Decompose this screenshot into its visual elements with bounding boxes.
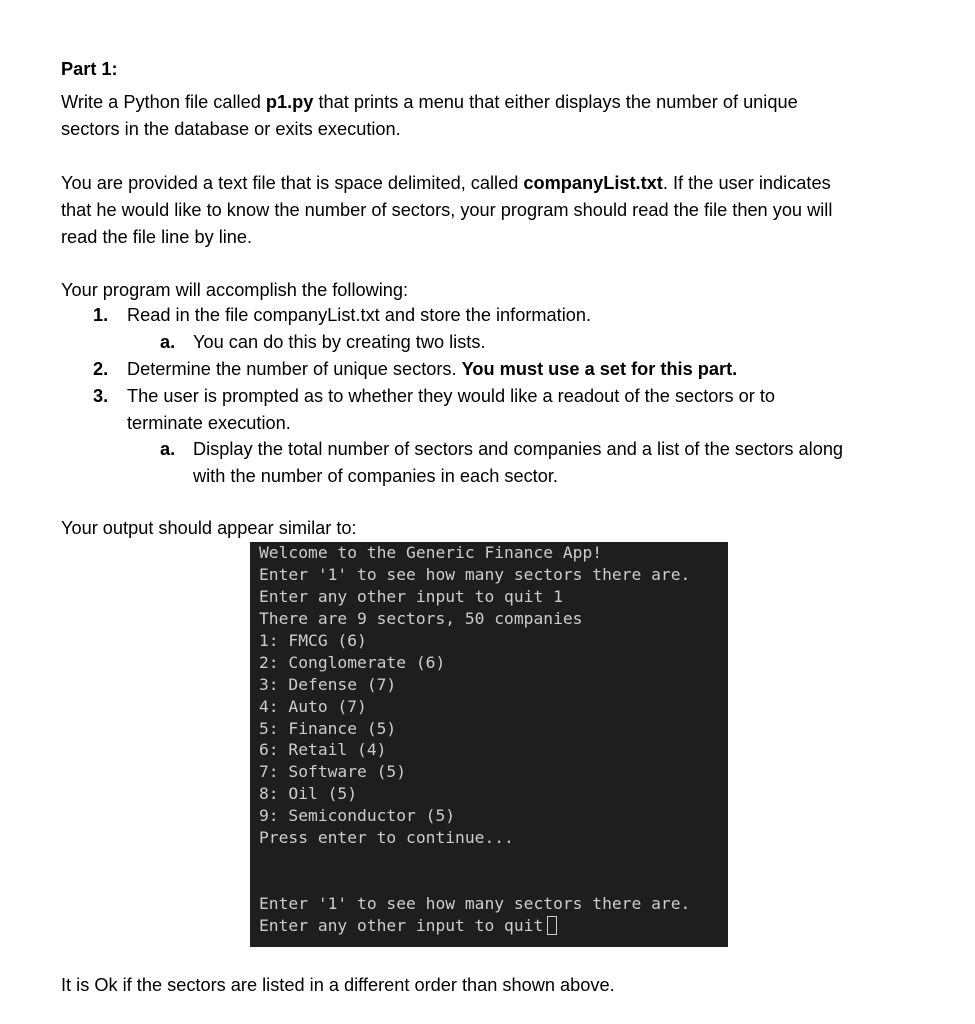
step-2-marker: 2. [93, 359, 109, 379]
intro-line-2: sectors in the database or exits execution. [61, 119, 401, 139]
provided-line-1 [61, 170, 831, 197]
step-3a-marker: a. [160, 439, 176, 459]
intro-pre: Write a Python file called [61, 92, 266, 112]
step-3a-line-2: with the number of companies in each sector. [193, 466, 558, 486]
step-2-bold: You must use a set for this part. [461, 359, 738, 379]
step-1a-text: You can do this by creating two lists. [193, 332, 486, 352]
step-3a-line-1: Display the total number of sectors and companies and a list of the sectors along [193, 439, 844, 459]
terminal-line: 2: Conglomerate (6) [259, 652, 446, 672]
terminal-line [259, 849, 728, 871]
step-1-marker: 1. [93, 305, 109, 325]
terminal-line: There are 9 sectors, 50 companies [259, 608, 583, 628]
terminal-line: 5: Finance (5) [259, 718, 397, 738]
step-3-line-2: terminate execution. [127, 413, 291, 433]
terminal-line: 4: Auto (7) [259, 696, 367, 716]
step-3-line-1: The user is prompted as to whether they would like a readout of the sectors or to [127, 386, 776, 406]
terminal-line: Enter any other input to quit 1 [259, 586, 563, 606]
step-3-marker: 3. [93, 386, 109, 406]
step-2-plain: Determine the number of unique sectors. [127, 359, 462, 379]
output-intro: Your output should appear similar to: [61, 518, 357, 538]
intro-line-1 [61, 89, 798, 116]
terminal-line: Welcome to the Generic Finance App! [259, 543, 603, 562]
terminal-line: 6: Retail (4) [259, 740, 387, 760]
step-1-text: Read in the file companyList.txt and store the information. [127, 305, 592, 325]
accomplish-intro: Your program will accomplish the following: [61, 280, 409, 300]
terminal-screenshot [250, 542, 728, 947]
terminal-line: 3: Defense (7) [259, 674, 397, 694]
provided-line-2: that he would like to know the number of sectors, your program should read the file then you will [61, 200, 833, 220]
terminal-line: 7: Software (5) [259, 762, 407, 782]
terminal-line [259, 871, 728, 893]
page-title: Part 1: [61, 59, 118, 79]
intro-post: that prints a menu that either displays the number of unique [313, 92, 798, 112]
terminal-prompt-line [259, 915, 728, 937]
provided-pre: You are provided a text file that is space delimited, called [61, 173, 524, 193]
cursor-icon [547, 916, 557, 935]
terminal-line: 1: FMCG (6) [259, 630, 367, 650]
footer-note: It is Ok if the sectors are listed in a different order than shown above. [61, 975, 615, 995]
terminal-line: 9: Semiconductor (5) [259, 806, 456, 826]
step-2-text [127, 356, 737, 383]
provided-post: . If the user indicates [662, 173, 831, 193]
terminal-prompt-text: Enter any other input to quit [259, 915, 544, 935]
terminal-line: Enter '1' to see how many sectors there are. [259, 894, 691, 913]
provided-filename: companyList.txt [523, 173, 663, 193]
step-1a-marker: a. [160, 332, 176, 352]
terminal-line: 8: Oil (5) [259, 784, 358, 804]
terminal-line: Press enter to continue... [259, 828, 514, 848]
provided-line-3: read the file line by line. [61, 227, 253, 247]
terminal-line: Enter '1' to see how many sectors there are. [259, 564, 691, 584]
intro-filename: p1.py [265, 92, 314, 112]
